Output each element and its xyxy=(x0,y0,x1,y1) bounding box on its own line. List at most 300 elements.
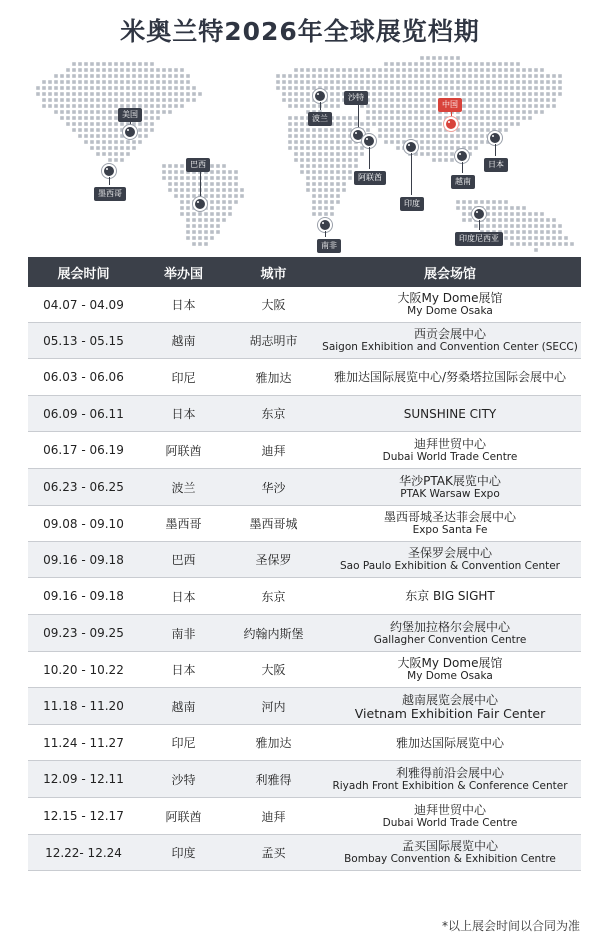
map-dot xyxy=(396,128,400,132)
map-dot xyxy=(90,62,94,66)
map-dot xyxy=(54,92,58,96)
map-dot xyxy=(534,86,538,90)
map-dot xyxy=(528,68,532,72)
map-dot xyxy=(120,146,124,150)
map-dot xyxy=(216,200,220,204)
map-dot xyxy=(420,128,424,132)
map-label-india: 印度 xyxy=(400,197,424,211)
map-dot xyxy=(324,200,328,204)
header-venue: 展会场馆 xyxy=(423,266,476,282)
map-dot xyxy=(192,92,196,96)
map-dot xyxy=(318,182,322,186)
map-dot xyxy=(516,98,520,102)
map-dot xyxy=(192,236,196,240)
map-dot xyxy=(354,86,358,90)
map-dot xyxy=(300,80,304,84)
map-dot xyxy=(324,134,328,138)
map-dot xyxy=(210,230,214,234)
map-dot xyxy=(486,218,490,222)
map-dot xyxy=(504,86,508,90)
map-dot xyxy=(498,224,502,228)
venue-name-en: Gallagher Convention Centre xyxy=(373,633,527,646)
map-dot xyxy=(474,86,478,90)
map-dot xyxy=(366,68,370,72)
map-dot xyxy=(480,224,484,228)
venue-name-en: Riyadh Front Exhibition & Conference Center xyxy=(332,779,568,792)
map-label-uae: 阿联酋 xyxy=(354,171,386,185)
map-dot xyxy=(486,104,490,108)
table-row xyxy=(28,725,581,761)
map-dot xyxy=(330,128,334,132)
cell-country: 波兰 xyxy=(171,480,196,495)
map-dot xyxy=(156,98,160,102)
map-dot xyxy=(480,134,484,138)
map-dot xyxy=(306,134,310,138)
map-dot xyxy=(222,170,226,174)
table-header xyxy=(28,257,581,287)
map-dot xyxy=(384,134,388,138)
map-dot xyxy=(360,122,364,126)
map-dot xyxy=(378,104,382,108)
map-dot xyxy=(276,86,280,90)
map-dot xyxy=(510,104,514,108)
map-dot xyxy=(186,218,190,222)
map-dot xyxy=(516,206,520,210)
map-dot xyxy=(138,92,142,96)
map-dot xyxy=(186,176,190,180)
venue-name-cn: 迪拜世贸中心 xyxy=(413,802,486,817)
map-dot xyxy=(336,176,340,180)
map-dot xyxy=(462,128,466,132)
map-dot xyxy=(108,98,112,102)
map-dot xyxy=(180,206,184,210)
map-dot xyxy=(90,140,94,144)
map-dot xyxy=(540,230,544,234)
map-dot xyxy=(474,62,478,66)
map-dot xyxy=(168,164,172,168)
map-dot xyxy=(522,80,526,84)
map-dot xyxy=(318,206,322,210)
map-dot xyxy=(510,224,514,228)
map-dot xyxy=(162,74,166,78)
map-dot xyxy=(474,80,478,84)
map-dot xyxy=(426,68,430,72)
cell-country: 日本 xyxy=(171,298,196,312)
map-dot xyxy=(318,128,322,132)
map-dot xyxy=(546,218,550,222)
map-dot xyxy=(390,92,394,96)
map-dot xyxy=(528,92,532,96)
map-dot xyxy=(510,218,514,222)
map-dot xyxy=(312,158,316,162)
map-dot xyxy=(438,146,442,150)
map-dot xyxy=(420,68,424,72)
venue-name-en: My Dome Osaka xyxy=(407,305,493,317)
map-dot xyxy=(414,92,418,96)
map-dot xyxy=(486,224,490,228)
map-dot xyxy=(492,206,496,210)
map-dot xyxy=(294,98,298,102)
map-dot xyxy=(420,56,424,60)
map-dot xyxy=(114,98,118,102)
map-dot xyxy=(546,230,550,234)
map-dot xyxy=(324,212,328,216)
map-dot xyxy=(156,116,160,120)
map-dot xyxy=(102,110,106,114)
map-dot xyxy=(216,170,220,174)
map-dot xyxy=(384,116,388,120)
map-dot xyxy=(342,68,346,72)
cell-venue xyxy=(319,620,581,647)
map-dot xyxy=(468,110,472,114)
cell-venue xyxy=(319,327,581,354)
map-dot xyxy=(510,230,514,234)
map-dot xyxy=(444,158,448,162)
map-dot xyxy=(396,104,400,108)
map-dot xyxy=(90,92,94,96)
map-dot xyxy=(306,158,310,162)
map-dot xyxy=(324,80,328,84)
map-dot xyxy=(378,134,382,138)
map-dot xyxy=(228,212,232,216)
map-dot xyxy=(216,164,220,168)
map-dot xyxy=(144,80,148,84)
map-dot xyxy=(492,122,496,126)
map-dot xyxy=(300,164,304,168)
cell-city: 雅加达 xyxy=(255,736,292,750)
map-dot xyxy=(492,104,496,108)
map-dot xyxy=(510,110,514,114)
map-dot xyxy=(114,74,118,78)
map-dot xyxy=(528,230,532,234)
map-dot xyxy=(96,68,100,72)
map-dot xyxy=(60,104,64,108)
map-dot xyxy=(180,74,184,78)
map-dot xyxy=(486,122,490,126)
map-dot xyxy=(564,236,568,240)
venue-name-en: PTAK Warsaw Expo xyxy=(400,487,500,500)
map-dot xyxy=(204,212,208,216)
map-dot xyxy=(312,80,316,84)
map-dot xyxy=(204,182,208,186)
cell-venue xyxy=(319,656,581,683)
map-dot xyxy=(480,68,484,72)
venue-name-cn: 雅加达国际展览中心 xyxy=(395,735,504,750)
map-dot xyxy=(234,182,238,186)
map-dot xyxy=(486,80,490,84)
map-dot xyxy=(552,218,556,222)
map-dot xyxy=(306,152,310,156)
map-dot xyxy=(108,152,112,156)
map-dot xyxy=(330,158,334,162)
map-dot xyxy=(552,236,556,240)
map-dot xyxy=(198,218,202,222)
map-dot xyxy=(144,86,148,90)
map-dot xyxy=(222,218,226,222)
map-dot xyxy=(420,134,424,138)
map-dot xyxy=(516,92,520,96)
map-dot xyxy=(552,98,556,102)
map-dot xyxy=(420,116,424,120)
map-dot xyxy=(66,110,70,114)
map-dot xyxy=(306,74,310,78)
map-dot xyxy=(114,62,118,66)
map-dot xyxy=(36,92,40,96)
map-dot xyxy=(234,170,238,174)
map-dot xyxy=(408,98,412,102)
map-dot xyxy=(150,122,154,126)
map-dot xyxy=(144,68,148,72)
map-dot xyxy=(528,86,532,90)
map-dot xyxy=(306,176,310,180)
map-dot xyxy=(516,104,520,108)
map-dot xyxy=(528,116,532,120)
map-pin-mexico xyxy=(102,164,116,178)
map-dot xyxy=(216,188,220,192)
cell-city: 胡志明市 xyxy=(249,334,298,348)
exhibition-schedule-table xyxy=(28,257,581,871)
map-dot xyxy=(180,200,184,204)
map-dot xyxy=(510,80,514,84)
map-dot xyxy=(432,68,436,72)
map-dot xyxy=(456,56,460,60)
map-dot xyxy=(390,104,394,108)
map-dot xyxy=(534,218,538,222)
map-dot xyxy=(408,68,412,72)
map-dot xyxy=(372,116,376,120)
map-dot xyxy=(132,68,136,72)
map-dot xyxy=(102,122,106,126)
map-dot xyxy=(90,116,94,120)
map-dot xyxy=(384,80,388,84)
venue-name-cn: 迪拜世贸中心 xyxy=(413,436,486,451)
map-dot xyxy=(510,122,514,126)
map-dot xyxy=(90,146,94,150)
map-dot xyxy=(330,146,334,150)
map-dot xyxy=(300,74,304,78)
map-dot xyxy=(312,212,316,216)
map-dot xyxy=(432,92,436,96)
map-dot xyxy=(342,158,346,162)
map-dot xyxy=(330,74,334,78)
map-dot xyxy=(498,116,502,120)
map-dot xyxy=(150,128,154,132)
map-dot xyxy=(522,206,526,210)
cell-country: 阿联酋 xyxy=(165,809,202,824)
map-dot xyxy=(408,80,412,84)
map-dot xyxy=(540,218,544,222)
map-dot xyxy=(210,236,214,240)
map-dot xyxy=(360,68,364,72)
map-dot xyxy=(102,98,106,102)
venue-name-en: Dubai World Trade Centre xyxy=(382,450,518,463)
map-dot xyxy=(336,74,340,78)
map-dot xyxy=(378,80,382,84)
table-row xyxy=(28,761,581,798)
cell-city: 利雅得 xyxy=(255,772,292,787)
table-body xyxy=(28,287,581,871)
map-dot xyxy=(342,164,346,168)
map-dot xyxy=(108,80,112,84)
map-dot xyxy=(186,80,190,84)
map-dot xyxy=(528,242,532,246)
map-dot xyxy=(162,104,166,108)
map-dot xyxy=(492,68,496,72)
map-dot xyxy=(426,98,430,102)
map-dot xyxy=(312,188,316,192)
map-dot xyxy=(288,128,292,132)
cell-country: 日本 xyxy=(171,407,196,421)
map-dot xyxy=(156,68,160,72)
map-dot xyxy=(210,218,214,222)
map-dot xyxy=(336,68,340,72)
header-country: 举办国 xyxy=(163,266,203,282)
map-dot xyxy=(336,152,340,156)
map-dot xyxy=(174,170,178,174)
map-dot xyxy=(354,152,358,156)
map-dot xyxy=(282,92,286,96)
map-dot xyxy=(156,92,160,96)
map-dot xyxy=(108,158,112,162)
map-dot xyxy=(480,104,484,108)
map-dot xyxy=(408,122,412,126)
map-dot xyxy=(348,146,352,150)
map-dot xyxy=(336,140,340,144)
map-dot xyxy=(534,92,538,96)
map-dot xyxy=(516,212,520,216)
map-dot xyxy=(282,74,286,78)
map-dot xyxy=(216,206,220,210)
map-dot xyxy=(468,62,472,66)
map-dot xyxy=(504,122,508,126)
map-dot xyxy=(330,182,334,186)
map-dot xyxy=(306,104,310,108)
map-dot xyxy=(402,74,406,78)
map-dot xyxy=(174,194,178,198)
map-dot xyxy=(408,86,412,90)
map-dot xyxy=(306,98,310,102)
map-dot xyxy=(426,122,430,126)
map-dot xyxy=(324,176,328,180)
map-dot xyxy=(282,80,286,84)
venue-name-cn: SUNSHINE CITY xyxy=(403,406,497,421)
map-dot xyxy=(354,68,358,72)
map-dot xyxy=(300,170,304,174)
map-dot xyxy=(558,242,562,246)
map-dot xyxy=(390,62,394,66)
map-dot xyxy=(300,146,304,150)
map-dot xyxy=(534,236,538,240)
map-dot xyxy=(138,86,142,90)
map-dot xyxy=(108,104,112,108)
map-dot xyxy=(348,122,352,126)
cell-date: 09.16 - 09.18 xyxy=(43,589,124,603)
map-dot xyxy=(126,92,130,96)
map-dot xyxy=(384,74,388,78)
map-dot xyxy=(474,116,478,120)
map-dot xyxy=(96,134,100,138)
map-dot xyxy=(66,98,70,102)
header-city: 城市 xyxy=(260,266,287,282)
map-dot xyxy=(156,104,160,108)
map-dot xyxy=(72,122,76,126)
map-dot xyxy=(366,122,370,126)
map-dot xyxy=(66,68,70,72)
map-dot xyxy=(420,104,424,108)
map-dot xyxy=(456,140,460,144)
map-dot xyxy=(294,104,298,108)
map-dot xyxy=(66,92,70,96)
map-dot xyxy=(450,86,454,90)
map-dot xyxy=(210,200,214,204)
map-dot xyxy=(522,212,526,216)
map-dot xyxy=(42,92,46,96)
cell-city: 大阪 xyxy=(261,663,286,677)
map-dot xyxy=(288,104,292,108)
map-dot xyxy=(60,92,64,96)
map-dot xyxy=(102,140,106,144)
map-dot xyxy=(330,86,334,90)
map-dot xyxy=(522,104,526,108)
cell-date: 06.23 - 06.25 xyxy=(43,480,124,494)
map-dot xyxy=(330,212,334,216)
map-dot xyxy=(108,140,112,144)
map-dot xyxy=(522,230,526,234)
map-dot xyxy=(90,86,94,90)
map-label-south-africa: 南非 xyxy=(317,239,341,253)
map-dot xyxy=(282,98,286,102)
map-dot xyxy=(132,98,136,102)
table-row xyxy=(28,652,581,688)
map-dot xyxy=(462,206,466,210)
map-dot xyxy=(318,212,322,216)
map-dot xyxy=(48,104,52,108)
map-dot xyxy=(180,212,184,216)
map-dot xyxy=(468,80,472,84)
map-dot xyxy=(408,62,412,66)
map-dot xyxy=(306,68,310,72)
map-dot xyxy=(540,242,544,246)
map-dot xyxy=(336,170,340,174)
map-dot xyxy=(414,86,418,90)
map-dot xyxy=(444,74,448,78)
map-dot xyxy=(534,242,538,246)
map-dot xyxy=(120,62,124,66)
map-dot xyxy=(540,110,544,114)
map-dot xyxy=(90,80,94,84)
map-dot xyxy=(168,176,172,180)
map-dot xyxy=(180,170,184,174)
map-dot xyxy=(42,86,46,90)
map-dot xyxy=(48,80,52,84)
map-dot xyxy=(174,182,178,186)
map-dot xyxy=(420,62,424,66)
map-dot xyxy=(84,68,88,72)
map-dot xyxy=(402,98,406,102)
map-dot xyxy=(132,74,136,78)
map-dot xyxy=(372,92,376,96)
map-dot xyxy=(72,92,76,96)
map-dot xyxy=(306,170,310,174)
map-dot xyxy=(60,98,64,102)
map-dot xyxy=(510,86,514,90)
map-dot xyxy=(330,134,334,138)
table-row xyxy=(28,359,581,396)
map-dot xyxy=(54,98,58,102)
map-dot xyxy=(108,68,112,72)
map-dot xyxy=(420,146,424,150)
map-dot xyxy=(462,116,466,120)
